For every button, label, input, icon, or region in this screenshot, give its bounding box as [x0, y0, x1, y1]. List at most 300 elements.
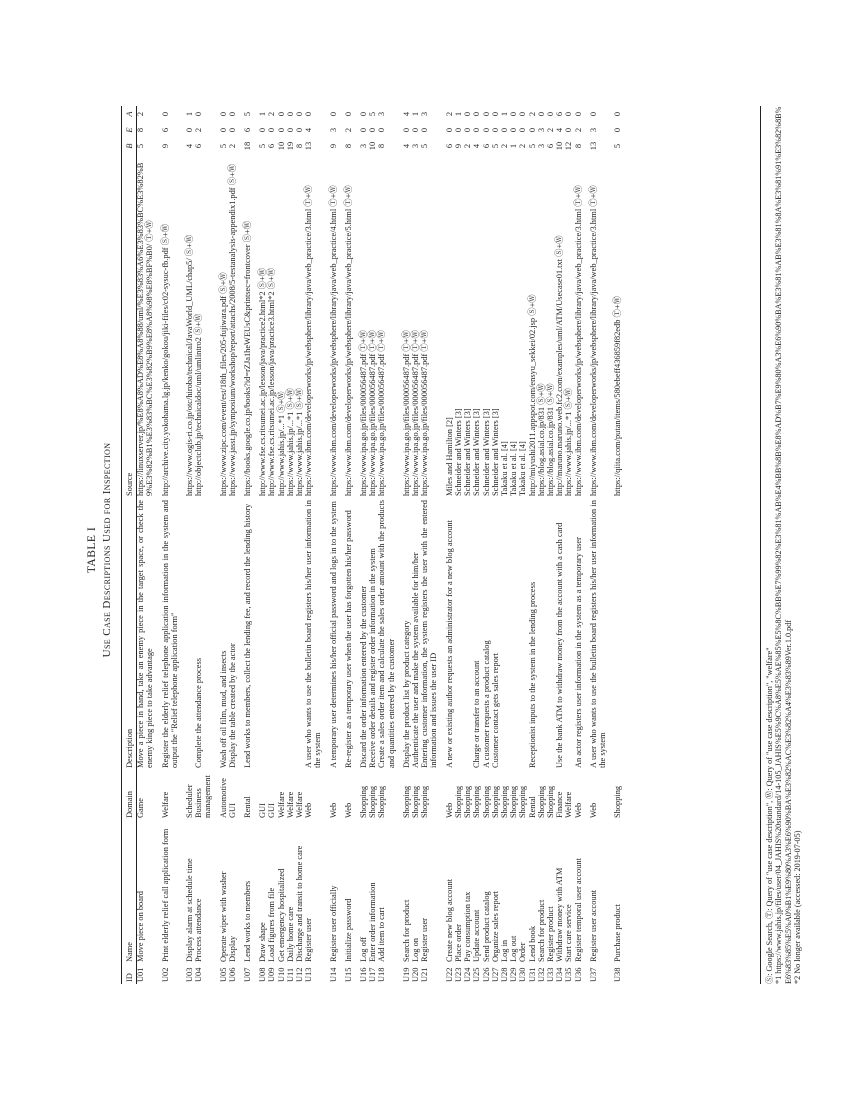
- e-cell: 0: [258, 127, 268, 133]
- description-cell: [286, 498, 295, 770]
- b-cell: 6: [545, 143, 555, 149]
- name-cell: Log off: [359, 936, 369, 962]
- table-row: [546, 106, 555, 984]
- a-cell: 0: [359, 111, 369, 117]
- name-cell: Log in: [499, 939, 509, 962]
- e-cell: 0: [276, 127, 286, 133]
- b-cell: 12: [564, 141, 574, 151]
- id-cell: U33: [545, 967, 555, 982]
- table-body: [136, 106, 622, 984]
- source-cell: Takaku et al. [4]: [509, 441, 519, 496]
- table-header: [124, 106, 136, 984]
- name-cell: Search for product: [536, 899, 546, 962]
- description-cell: [454, 498, 463, 770]
- a-cell: 0: [328, 111, 338, 117]
- domain-cell: Shopping: [463, 785, 473, 818]
- description-cell: [500, 498, 509, 770]
- description-cell: Customer contact gets sales report: [490, 653, 500, 768]
- domain-cell: Web: [444, 802, 454, 818]
- name-cell: Search for product: [401, 899, 411, 962]
- a-cell: 2: [444, 111, 454, 117]
- name-cell: Draw shape: [258, 922, 268, 962]
- source-cell: http://www.fse.cs.ritsumei.ac.jp/lesson/java/practice3.html*2 Ⓢ+Ⓦ: [267, 267, 277, 496]
- a-cell: 0: [343, 111, 353, 117]
- domain-cell: Scheduler: [185, 784, 195, 818]
- table-row: [574, 106, 583, 984]
- id-cell: U04: [194, 967, 204, 982]
- e-cell: 0: [463, 127, 473, 133]
- description-cell: A temporary user determines his/her official password and logs in to the system: [328, 501, 338, 768]
- b-cell: 1: [509, 143, 519, 149]
- a-cell: 0: [472, 111, 482, 117]
- a-cell: 0: [285, 111, 295, 117]
- name-cell: Add item to cart: [377, 907, 387, 962]
- domain-cell: Shopping: [401, 785, 411, 818]
- source-cell: Schneider and Winters [3]: [481, 408, 491, 496]
- table-row: [420, 106, 438, 984]
- id-cell: U09: [267, 967, 277, 982]
- name-cell: Log on: [411, 938, 421, 962]
- domain-cell: Welfare: [276, 791, 286, 818]
- source-cell: https://www.ipa.go.jp/files/000056487.pdf Ⓣ+Ⓦ: [359, 330, 369, 496]
- bottom-rule: [760, 106, 761, 984]
- id-cell: U28: [499, 967, 509, 982]
- id-cell: U22: [444, 967, 454, 982]
- name-cell: Send product catalog: [481, 891, 491, 962]
- table-row: [607, 106, 622, 984]
- id-cell: U03: [185, 967, 195, 982]
- e-cell: 0: [564, 127, 574, 133]
- e-cell: 0: [490, 127, 500, 133]
- b-cell: 5: [218, 143, 228, 149]
- b-cell: 5: [527, 143, 537, 149]
- id-cell: U19: [401, 967, 411, 982]
- e-cell: 2: [545, 127, 555, 133]
- domain-cell: Welfare: [564, 791, 574, 818]
- e-cell: 4: [555, 127, 565, 133]
- domain-cell: GUI: [258, 803, 268, 818]
- name-cell: Enter order information: [368, 882, 378, 962]
- source-cell: Takaku et al. [4]: [518, 441, 528, 496]
- source-cell: http://miyushi2011.appspot.com/ensyu_sekkei/02.jsp Ⓢ+Ⓦ: [527, 294, 537, 496]
- top-rule: [121, 106, 122, 984]
- e-cell: 0: [227, 127, 237, 133]
- a-cell: 6: [555, 111, 565, 117]
- description-cell: Authenticate the user and make the system available for him/her: [411, 552, 421, 768]
- source-cell: https://www.ipa.go.jp/files/000056487.pdf Ⓣ+Ⓦ: [411, 330, 421, 496]
- domain-cell: Shopping: [545, 785, 555, 818]
- domain-cell: Shopping: [420, 785, 430, 818]
- e-cell: 0: [285, 127, 295, 133]
- table-row: [295, 106, 304, 984]
- table-row: [323, 106, 338, 984]
- name-cell: Display alarm at schedule time: [185, 858, 195, 962]
- b-cell: 5: [490, 143, 500, 149]
- e-cell: 0: [509, 127, 519, 133]
- id-cell: U13: [304, 967, 314, 982]
- domain-cell: Welfare: [285, 791, 295, 818]
- e-cell: 0: [499, 127, 509, 133]
- id-cell: U07: [243, 967, 253, 982]
- id-cell: U30: [518, 967, 528, 982]
- id-cell: U24: [463, 967, 473, 982]
- name-cell: Print elderly relief call application form: [160, 828, 170, 962]
- table-row: [338, 106, 353, 984]
- source-cell: https://blog.asial.co.jp/831 Ⓢ+Ⓦ: [545, 383, 555, 496]
- b-cell: 5: [420, 143, 430, 149]
- id-cell: U06: [227, 967, 237, 982]
- source-cell: https://www.jahis.jp/...*1 Ⓢ+Ⓦ: [295, 388, 305, 496]
- domain-cell: Shopping: [359, 785, 369, 818]
- name-cell: Lend works to members: [243, 880, 253, 962]
- a-cell: 0: [481, 111, 491, 117]
- domain-cell: Game: [136, 798, 146, 818]
- source-cell: Miles and Hamilton [2]: [444, 417, 454, 496]
- e-cell: 2: [194, 127, 204, 133]
- table-title: TABLE I: [86, 526, 98, 574]
- source-cell: https://www.ibm.com/developerworks/jp/websphere/library/java/web_practice/3.html Ⓣ+Ⓦ: [588, 185, 598, 496]
- description-cell: [518, 498, 527, 770]
- domain-cell: Rental: [527, 796, 537, 818]
- id-cell: U29: [509, 967, 519, 982]
- name-cell: Display: [227, 935, 237, 962]
- description-cell: [295, 498, 304, 770]
- name-cell: Log out: [509, 935, 519, 962]
- source-cell: Schneider and Winters [3]: [472, 408, 482, 496]
- a-cell: 1: [185, 111, 195, 117]
- domain-cell: Web: [573, 802, 583, 818]
- b-cell: 4: [472, 143, 482, 149]
- column-header: Description: [125, 728, 134, 768]
- description-cell: Display the table created by the actor: [227, 643, 237, 768]
- domain-cell: Rental: [243, 796, 253, 818]
- a-cell: 0: [564, 111, 574, 117]
- b-cell: 5: [613, 143, 623, 149]
- description-cell: Entering customer information, the system registers the user with the entered information and issues the user ID: [420, 500, 439, 768]
- description-cell: [277, 498, 286, 770]
- description-cell: Receptionist inputs to the system in the lending process: [527, 581, 537, 768]
- a-cell: 0: [160, 111, 170, 117]
- e-cell: 0: [420, 127, 430, 133]
- domain-cell: Business management: [194, 775, 213, 818]
- e-cell: 2: [573, 127, 583, 133]
- id-cell: U11: [285, 967, 295, 982]
- b-cell: 8: [573, 143, 583, 149]
- e-cell: 0: [481, 127, 491, 133]
- a-cell: 0: [613, 111, 623, 117]
- domain-cell: Web: [343, 802, 353, 818]
- b-cell: 5: [258, 143, 268, 149]
- domain-cell: Welfare: [160, 791, 170, 818]
- e-cell: 3: [588, 127, 598, 133]
- description-cell: Discard the order information entered by the customer: [359, 585, 369, 768]
- table-row: [304, 106, 322, 984]
- a-cell: 3: [420, 111, 430, 117]
- table-row: [252, 106, 267, 984]
- id-cell: U17: [368, 967, 378, 982]
- id-cell: U16: [359, 967, 369, 982]
- source-cell: https://www.ipa.go.jp/files/000056487.pdf Ⓣ+Ⓦ: [420, 330, 430, 496]
- id-cell: U08: [258, 967, 268, 982]
- table-row: [396, 106, 411, 984]
- source-cell: https://books.google.co.jp/books?id=rZJa1heWEUsC&printsec=frontcover Ⓢ+Ⓦ: [243, 220, 253, 496]
- e-cell: 0: [295, 127, 305, 133]
- id-cell: U18: [377, 967, 387, 982]
- e-cell: 0: [368, 127, 378, 133]
- b-cell: 6: [267, 143, 277, 149]
- id-cell: U26: [481, 967, 491, 982]
- id-cell: U02: [160, 967, 170, 982]
- description-cell: [607, 498, 622, 770]
- header-row: [124, 106, 136, 984]
- domain-cell: Shopping: [472, 785, 482, 818]
- table-row: [482, 106, 491, 984]
- source-cell: https://www.jasst.jp/symposium/workshop/report/attachs/2008/5-testanalysis-appendix1.pdf Ⓢ+Ⓦ: [227, 163, 237, 496]
- source-cell: https://www.ipa.go.jp/files/000056487.pdf Ⓣ+Ⓦ: [368, 330, 378, 496]
- description-cell: [546, 498, 555, 770]
- id-cell: U23: [453, 967, 463, 982]
- b-cell: 19: [285, 141, 295, 151]
- a-cell: 0: [463, 111, 473, 117]
- e-cell: 0: [411, 127, 421, 133]
- source-cell: https://www.ipa.go.jp/files/000056487.pdf Ⓣ+Ⓦ: [377, 330, 387, 496]
- table-row: [179, 106, 194, 984]
- use-case-table: [124, 106, 622, 984]
- name-cell: Daily home care: [285, 906, 295, 962]
- a-cell: 0: [573, 111, 583, 117]
- table-row: [155, 106, 179, 984]
- e-cell: 3: [536, 127, 546, 133]
- b-cell: 2: [463, 143, 473, 149]
- name-cell: Lend book: [527, 925, 537, 962]
- a-cell: 1: [453, 111, 463, 117]
- table-caption: Use Case Descriptions Used for Inspection: [101, 442, 113, 658]
- description-cell: A user who wants to use the bulletin board registers his/her user information in the system: [588, 500, 607, 768]
- e-cell: 6: [160, 127, 170, 133]
- domain-cell: Shopping: [499, 785, 509, 818]
- search-legend: Ⓢ: Google Search, Ⓣ: Query of "use case description", Ⓦ: Query of "use case description", "welfare": [765, 647, 774, 984]
- e-cell: 6: [243, 127, 253, 133]
- b-cell: 10: [555, 141, 565, 151]
- name-cell: Create new blog account: [444, 878, 454, 962]
- source-cell: https://www.jahis.jp/...*1 Ⓢ+Ⓦ: [564, 388, 574, 496]
- id-cell: U36: [573, 967, 583, 982]
- domain-cell: Shopping: [411, 785, 421, 818]
- table-row: [463, 106, 472, 984]
- id-cell: U10: [276, 967, 286, 982]
- e-cell: 0: [185, 127, 195, 133]
- b-cell: 2: [227, 143, 237, 149]
- description-cell: [564, 498, 573, 770]
- source-cell: http://archive.city.yokohama.lg.jp/kenko/gokou/jiki-files/c02-sysuc-fb.pdf Ⓢ+Ⓦ: [160, 223, 170, 496]
- domain-cell: Shopping: [453, 785, 463, 818]
- description-cell: Register the elderly relief telephone application information in the system and output the "Relief telephone application form": [160, 500, 179, 768]
- name-cell: Process attendance: [194, 898, 204, 962]
- domain-cell: GUI: [267, 803, 277, 818]
- e-cell: 0: [518, 127, 528, 133]
- description-cell: [179, 498, 194, 770]
- a-cell: 0: [218, 111, 228, 117]
- b-cell: 9: [453, 143, 463, 149]
- column-header: B: [125, 143, 134, 149]
- name-cell: Register user account: [588, 889, 598, 962]
- domain-cell: Shopping: [377, 785, 387, 818]
- id-cell: U14: [328, 967, 338, 982]
- description-cell: Receive order details and register order information in the system: [368, 548, 378, 768]
- source-cell: https://www.ibm.com/developerworks/jp/websphere/library/java/web_practice/3.html Ⓣ+Ⓦ: [304, 185, 314, 496]
- table-row: [518, 106, 527, 984]
- id-cell: U21: [420, 967, 430, 982]
- domain-cell: Web: [588, 802, 598, 818]
- description-cell: A customer requests a product catalog: [481, 640, 491, 768]
- table-row: [439, 106, 454, 984]
- id-cell: U37: [588, 967, 598, 982]
- column-header: Source: [125, 472, 134, 496]
- a-cell: 0: [518, 111, 528, 117]
- a-cell: 5: [368, 111, 378, 117]
- b-cell: 5: [136, 143, 146, 149]
- header-rule: [136, 106, 137, 984]
- e-cell: 4: [304, 127, 314, 133]
- id-cell: U05: [218, 967, 228, 982]
- table-row: [500, 106, 509, 984]
- b-cell: 6: [194, 143, 204, 149]
- a-cell: 5: [243, 111, 253, 117]
- name-cell: Register product: [545, 906, 555, 962]
- table-row: [528, 106, 537, 984]
- a-cell: 0: [588, 111, 598, 117]
- b-cell: 6: [481, 143, 491, 149]
- description-cell: [537, 498, 546, 770]
- b-cell: 13: [304, 141, 314, 151]
- id-cell: U25: [472, 967, 482, 982]
- source-cell: Takaku et al. [4]: [499, 441, 509, 496]
- source-cell: https://www.ibm.com/developerworks/jp/websphere/library/java/web_practice/4.html Ⓣ+Ⓦ: [328, 185, 338, 496]
- a-cell: 0: [227, 111, 237, 117]
- id-cell: U01: [136, 967, 146, 982]
- domain-cell: Web: [328, 802, 338, 818]
- description-cell: [267, 498, 276, 770]
- description-cell: Move a piece in hand, take an enemy piece in the target space, or check the enemy king piece to take advantage: [136, 500, 155, 768]
- b-cell: 13: [588, 141, 598, 151]
- b-cell: 8: [343, 143, 353, 149]
- source-cell: https://www.jahis.jp/...*1 Ⓢ+Ⓦ: [285, 388, 295, 496]
- a-cell: 1: [258, 111, 268, 117]
- source-cell: Schneider and Winters [3]: [463, 408, 473, 496]
- b-cell: 2: [518, 143, 528, 149]
- footnote-2: *2 No longer available (accessed: 2019-07-05): [793, 830, 803, 984]
- table-row: [491, 106, 500, 984]
- table-row: [583, 106, 607, 984]
- id-cell: U12: [295, 967, 305, 982]
- source-cell: https://www.ibm.com/developerworks/jp/websphere/library/java/web_practice/3.html Ⓣ+Ⓦ: [573, 185, 583, 496]
- a-cell: 1: [411, 111, 421, 117]
- column-header: Name: [125, 942, 134, 962]
- description-cell: A user who wants to use the bulletin board registers his/her user information in the system: [304, 500, 323, 768]
- b-cell: 9: [328, 143, 338, 149]
- domain-cell: GUI: [227, 803, 237, 818]
- description-cell: Re-register as a temporary user when the user has forgotten his/her password: [343, 510, 353, 768]
- description-cell: Complete the attendance process: [194, 658, 204, 768]
- a-cell: 2: [267, 111, 277, 117]
- a-cell: 0: [295, 111, 305, 117]
- id-cell: U15: [343, 967, 353, 982]
- description-cell: Create a sales order item and calculate the sales order amount with the products and quantities entered by the customer: [377, 500, 396, 768]
- a-cell: 0: [509, 111, 519, 117]
- b-cell: 18: [243, 141, 253, 151]
- name-cell: Place order: [453, 924, 463, 962]
- name-cell: Register temporal user account: [573, 858, 583, 962]
- name-cell: Withdraw money with ATM: [555, 867, 565, 962]
- table-row: [213, 106, 228, 984]
- description-cell: Display the product list by product category: [401, 620, 411, 768]
- source-cell: http://www.fse.cs.ritsumei.ac.jp/lesson/java/practice2.html*2 Ⓢ+Ⓦ: [258, 267, 268, 496]
- table-row: [194, 106, 212, 984]
- source-cell: http://maruno.maruno.web.fc2.com/examples/uml/ATM/Usecase01.txt Ⓢ+Ⓦ: [555, 235, 565, 496]
- description-cell: [509, 498, 518, 770]
- domain-cell: Shopping: [518, 785, 528, 818]
- table-row: [277, 106, 286, 984]
- source-cell: Schneider and Winters [3]: [490, 408, 500, 496]
- a-cell: 0: [194, 111, 204, 117]
- description-cell: Charge or transfer to an account: [472, 660, 482, 768]
- domain-cell: Shopping: [509, 785, 519, 818]
- b-cell: 8: [377, 143, 387, 149]
- name-cell: Register user: [420, 918, 430, 962]
- b-cell: 8: [295, 143, 305, 149]
- e-cell: 0: [444, 127, 454, 133]
- source-cell: https://www.zipc.com/event/est/18th_files/205-fujiwara.pdf Ⓢ+Ⓦ: [218, 272, 228, 496]
- b-cell: 3: [536, 143, 546, 149]
- e-cell: 0: [472, 127, 482, 133]
- description-cell: Wash off oil film, mud, and insects: [218, 650, 228, 768]
- a-cell: 1: [499, 111, 509, 117]
- e-cell: 2: [343, 127, 353, 133]
- id-cell: U20: [411, 967, 421, 982]
- a-cell: 4: [401, 111, 411, 117]
- name-cell: Organize sales report: [490, 890, 500, 962]
- domain-cell: Shopping: [536, 785, 546, 818]
- e-cell: 0: [359, 127, 369, 133]
- table-row: [368, 106, 377, 984]
- id-cell: U34: [555, 967, 565, 982]
- column-header: Domain: [125, 791, 134, 818]
- source-cell: https://blog.asial.co.jp/831 Ⓢ+Ⓦ: [536, 383, 546, 496]
- name-cell: Register user: [304, 918, 314, 962]
- source-cell: https://www.ibm.com/developerworks/jp/websphere/library/java/web_practice/5.html Ⓣ+Ⓦ: [343, 185, 353, 496]
- b-cell: 4: [185, 143, 195, 149]
- column-header: E: [125, 127, 134, 133]
- a-cell: 0: [536, 111, 546, 117]
- b-cell: 3: [411, 143, 421, 149]
- domain-cell: Shopping: [481, 785, 491, 818]
- description-cell: [463, 498, 472, 770]
- source-cell: http://objectclub.jp/technicaldoc/uml/umlintro2 Ⓢ+Ⓦ: [194, 313, 204, 496]
- table-notes: [765, 106, 803, 984]
- e-cell: 8: [136, 127, 146, 133]
- name-cell: Purchase product: [613, 904, 623, 962]
- b-cell: 3: [359, 143, 369, 149]
- table-row: [411, 106, 420, 984]
- id-cell: U27: [490, 967, 500, 982]
- column-header: ID: [125, 973, 134, 982]
- id-cell: U32: [536, 967, 546, 982]
- domain-cell: Web: [304, 802, 314, 818]
- e-cell: 3: [328, 127, 338, 133]
- name-cell: Load figures from file: [267, 887, 277, 962]
- e-cell: 0: [218, 127, 228, 133]
- domain-cell: Welfare: [295, 791, 305, 818]
